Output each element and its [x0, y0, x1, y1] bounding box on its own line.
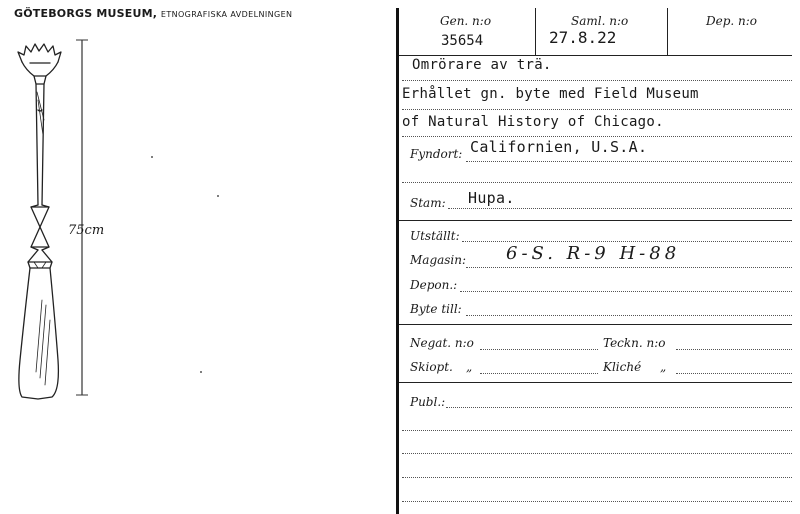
acquired-line-1: Erhållet gn. byte med Field Museum: [402, 86, 699, 102]
fyndort-value: Californien, U.S.A.: [470, 138, 648, 156]
stirrer-drawing: [0, 0, 396, 514]
dotted-rule: [402, 109, 792, 110]
dotted-rule: [446, 407, 792, 408]
row-rule: [399, 55, 792, 56]
utstallt-label: Utställt:: [410, 229, 460, 243]
dep-no-label: Dep. n:o: [706, 14, 758, 28]
magasin-label: Magasin:: [410, 253, 467, 267]
gen-no-label: Gen. n:o: [440, 14, 492, 28]
dotted-rule: [402, 430, 792, 431]
negat-no-label: Negat. n:o: [410, 336, 474, 350]
gen-no-value: 35654: [441, 33, 484, 49]
dotted-rule: [402, 80, 792, 81]
department-name: ETNOGRAFISKA AVDELNINGEN: [160, 10, 293, 19]
depon-label: Depon.:: [410, 278, 458, 292]
skiopt-ditto-mark: „: [466, 360, 473, 374]
dotted-rule: [402, 182, 792, 183]
dotted-rule: [460, 291, 792, 292]
dotted-rule: [402, 136, 792, 137]
publ-label: Publ.:: [410, 395, 446, 409]
dotted-rule: [402, 501, 792, 502]
dotted-rule: [448, 208, 792, 209]
saml-no-label: Saml. n:o: [571, 14, 629, 28]
column-divider: [535, 8, 536, 55]
row-rule: [399, 324, 792, 325]
dotted-rule: [676, 349, 792, 350]
kliche-label: Kliché: [603, 360, 642, 374]
acquired-line-2: of Natural History of Chicago.: [402, 114, 664, 130]
dotted-rule: [466, 161, 792, 162]
fyndort-label: Fyndort:: [410, 147, 463, 161]
column-divider: [667, 8, 668, 55]
kliche-ditto-mark: „: [660, 360, 667, 374]
dotted-rule: [480, 349, 598, 350]
teckn-no-label: Teckn. n:o: [603, 336, 666, 350]
stam-label: Stam:: [410, 196, 446, 210]
row-rule: [399, 220, 792, 221]
dotted-rule: [462, 241, 792, 242]
dotted-rule: [480, 373, 598, 374]
dotted-rule: [466, 315, 792, 316]
magasin-value: 6-S. R-9 H-88: [506, 243, 681, 264]
dotted-rule: [676, 373, 792, 374]
object-name: Omrörare av trä.: [412, 57, 552, 73]
museum-name: GÖTEBORGS MUSEUM,: [14, 7, 158, 20]
dotted-rule: [402, 477, 792, 478]
skiopt-label: Skiopt.: [410, 360, 453, 374]
saml-no-value: 27.8.22: [549, 28, 617, 47]
row-rule: [399, 382, 792, 383]
length-measurement: 75cm: [68, 223, 105, 238]
stam-value: Hupa.: [468, 189, 515, 207]
byte-till-label: Byte till:: [410, 302, 462, 316]
dotted-rule: [402, 453, 792, 454]
dotted-rule: [466, 267, 792, 268]
